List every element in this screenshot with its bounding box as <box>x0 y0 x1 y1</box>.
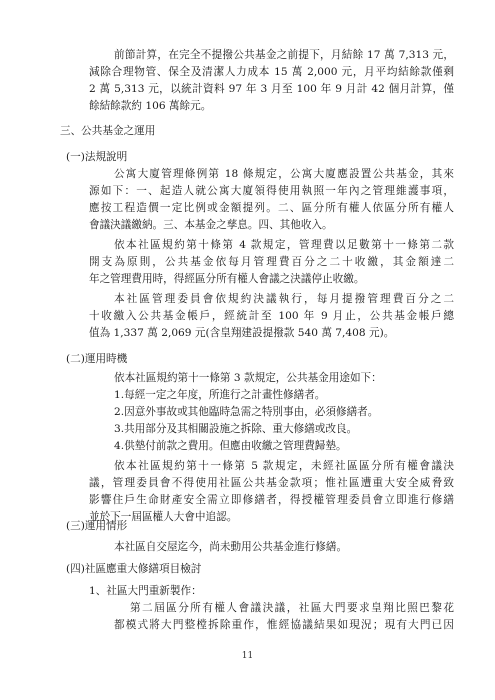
paragraph-line: 十收繳入公共基金帳戶，經統計至 100 年 9 月止，公共基金帳戶總 <box>89 310 454 322</box>
paragraph-line: 2 萬 5,313 元，以統計資料 97 年 3 月至 100 年 9 月計 42 個月計算，僅 <box>89 83 454 95</box>
paragraph-line: 值為 1,337 萬 2,069 元(含皇翔建設提撥款 540 萬 7,408 元)。 <box>89 327 395 339</box>
paragraph-line: 議，管理委員會不得使用社區公共基金款項；惟社區遭重大安全威脅致 <box>89 477 454 489</box>
paragraph-line: 會議決議繳納。三、本基金之孳息。四、其他收入。 <box>89 219 333 231</box>
paragraph-line: 並於下一屆區權人大會中追認。 <box>89 511 238 523</box>
paragraph-line: 餘結餘款約 106 萬餘元。 <box>89 100 212 112</box>
paragraph-line: 第二屆區分所有權人會議決議，社區大門要求皇翔比照巴黎花 <box>130 602 454 614</box>
list-item: 3.共用部分及其相關設施之拆除、重大修繕或改良。 <box>114 423 358 435</box>
paragraph-line: 減除合理物管、保全及清潔人力成本 15 萬 2,000 元，月平均結餘款僅剩 <box>89 66 454 78</box>
subsection-heading: (四)社區應重大修繕項目檢討 <box>66 563 202 575</box>
paragraph-line: 應按工程造價一定比例或金額提列。二、區分所有權人依區分所有權人 <box>89 202 454 214</box>
paragraph-line: 本社區自交屋迄今，尚未動用公共基金進行修繕。 <box>114 541 348 553</box>
paragraph-line: 年之管理費用時，得經區分所有權人會議之決議停止收繳。 <box>89 273 365 285</box>
paragraph-line: 依本社區規約第十條第 4 款規定，管理費以足數第十一條第二款 <box>114 239 454 251</box>
paragraph-line: 都模式將大門整樘拆除重作，惟經協議結果如現況；現有大門已因 <box>114 619 454 631</box>
paragraph-line: 影響住戶生命財產安全需立即修繕者，得授權管理委員會立即進行修繕 <box>89 494 454 506</box>
paragraph-line: 公寓大廈管理條例第 18 條規定，公寓大廈應設置公共基金，其來 <box>114 168 454 180</box>
section-heading: 三、公共基金之運用 <box>60 125 156 137</box>
paragraph-line: 依本社區規約第十一條第 5 款規定，未經社區區分所有權會議決 <box>114 460 454 472</box>
paragraph-line: 開支為原則，公共基金依每月管理費百分之二十收繳，其金額達二 <box>89 256 454 268</box>
subsection-heading: (一)法規說明 <box>66 151 128 163</box>
paragraph-line: 源如下：一、起造人就公寓大廈領得使用執照一年內之管理維護事項， <box>89 185 454 197</box>
subsection-heading: (三)運用情形 <box>66 520 128 532</box>
page-number: 11 <box>241 651 254 661</box>
list-item: 2.因意外事故或其他臨時急需之特別事由，必須修繕者。 <box>114 406 379 418</box>
subsection-heading: (二)運用時機 <box>66 353 128 365</box>
paragraph-line: 依本社區規約第十一條第 3 款規定，公共基金用途如下： <box>114 372 382 384</box>
paragraph-line: 本社區管理委員會依規約決議執行，每月提撥管理費百分之二 <box>114 293 454 305</box>
paragraph-line: 前節計算，在完全不提撥公共基金之前提下，月結餘 17 萬 7,313 元， <box>114 49 454 61</box>
list-item-title: 1、社區大門重新製作： <box>89 585 202 597</box>
list-item: 1.每經一定之年度，所進行之計畫性修繕者。 <box>114 389 326 401</box>
list-item: 4.供墊付前款之費用。但應由收繳之管理費歸墊。 <box>114 440 347 452</box>
